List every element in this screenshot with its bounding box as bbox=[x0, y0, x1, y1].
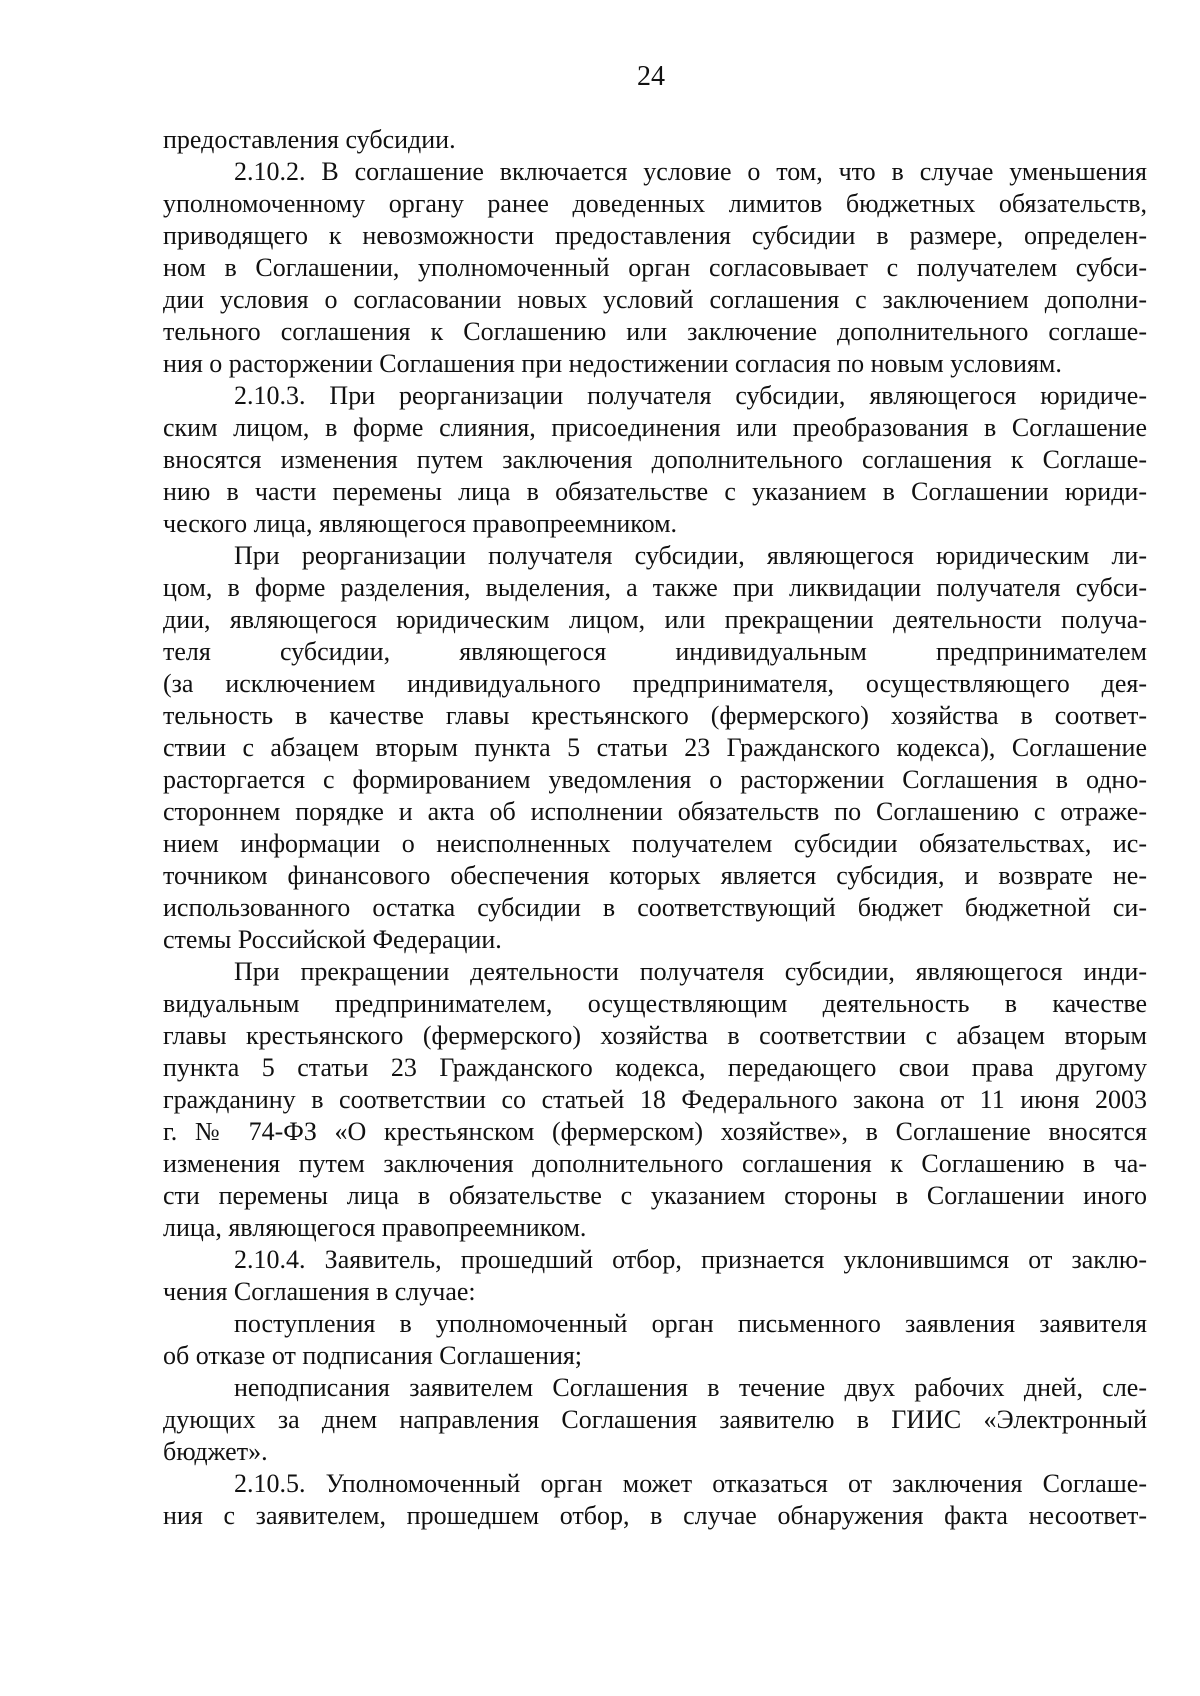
text-line: приводящего к невозможности предоставления субсидии в размере, определен- bbox=[163, 221, 1147, 250]
text-line: неподписания заявителем Соглашения в течение двух рабочих дней, сле- bbox=[234, 1373, 1147, 1402]
document-body bbox=[163, 124, 1147, 1532]
text-line: точником финансового обеспечения которых является субсидия, и возврате не- bbox=[163, 861, 1147, 890]
text-line: сти перемены лица в обязательстве с указанием стороны в Соглашении иного bbox=[163, 1181, 1147, 1210]
text-line: теля субсидии, являющегося индивидуальным предпринимателем bbox=[163, 637, 1147, 666]
text-line: ния о расторжении Соглашения при недостижении согласия по новым условиям. bbox=[163, 349, 1062, 378]
text-line: изменения путем заключения дополнительного соглашения к Соглашению в ча- bbox=[163, 1149, 1147, 1178]
text-line: тельного соглашения к Соглашению или заключение дополнительного соглаше- bbox=[163, 317, 1147, 346]
text-line: вносятся изменения путем заключения дополнительного соглашения к Соглаше- bbox=[163, 445, 1147, 474]
text-line: При реорганизации получателя субсидии, являющегося юридическим ли- bbox=[234, 541, 1147, 570]
text-line: ческого лица, являющегося правопреемником. bbox=[163, 509, 678, 538]
text-line: 2.10.3. При реорганизации получателя субсидии, являющегося юридиче- bbox=[234, 381, 1147, 410]
text-line: ствии с абзацем вторым пункта 5 статьи 23 Гражданского кодекса), Соглашение bbox=[163, 733, 1147, 762]
text-line: об отказе от подписания Соглашения; bbox=[163, 1341, 583, 1370]
text-line: предоставления субсидии. bbox=[163, 125, 456, 154]
text-line: (за исключением индивидуального предпринимателя, осуществляющего дея- bbox=[163, 669, 1147, 698]
text-line: главы крестьянского (фермерского) хозяйства в соответствии с абзацем вторым bbox=[163, 1021, 1147, 1050]
text-line: ния с заявителем, прошедшем отбор, в случае обнаружения факта несоответ- bbox=[163, 1501, 1147, 1530]
text-line: чения Соглашения в случае: bbox=[163, 1277, 476, 1306]
text-line: ном в Соглашении, уполномоченный орган согласовывает с получателем субси- bbox=[163, 253, 1147, 282]
text-line: использованного остатка субсидии в соответствующий бюджет бюджетной си- bbox=[163, 893, 1147, 922]
text-line: цом, в форме разделения, выделения, а также при ликвидации получателя субси- bbox=[163, 573, 1147, 602]
text-line: уполномоченному органу ранее доведенных лимитов бюджетных обязательств, bbox=[163, 189, 1147, 218]
page-number: 24 bbox=[637, 61, 665, 92]
text-line: расторгается с формированием уведомления о расторжении Соглашения в одно- bbox=[163, 765, 1147, 794]
text-line: 2.10.2. В соглашение включается условие о том, что в случае уменьшения bbox=[234, 157, 1147, 186]
text-line: 2.10.5. Уполномоченный орган может отказаться от заключения Соглаше- bbox=[234, 1469, 1147, 1498]
text-line: гражданину в соответствии со статьей 18 Федерального закона от 11 июня 2003 bbox=[163, 1085, 1147, 1114]
text-line: стемы Российской Федерации. bbox=[163, 925, 502, 954]
text-line: нию в части перемены лица в обязательстве с указанием в Соглашении юриди- bbox=[163, 477, 1147, 506]
text-line: тельность в качестве главы крестьянского (фермерского) хозяйства в соответ- bbox=[163, 701, 1147, 730]
text-line: видуальным предпринимателем, осуществляющим деятельность в качестве bbox=[163, 989, 1147, 1018]
text-line: стороннем порядке и акта об исполнении обязательств по Соглашению с отраже- bbox=[163, 797, 1147, 826]
text-line: ским лицом, в форме слияния, присоединения или преобразования в Соглашение bbox=[163, 413, 1147, 442]
text-line: лица, являющегося правопреемником. bbox=[163, 1213, 587, 1242]
text-line: пункта 5 статьи 23 Гражданского кодекса, передающего свои права другому bbox=[163, 1053, 1147, 1082]
text-line: дии, являющегося юридическим лицом, или прекращении деятельности получа- bbox=[163, 605, 1147, 634]
text-line: дии условия о согласовании новых условий соглашения с заключением дополни- bbox=[163, 285, 1147, 314]
text-line: 2.10.4. Заявитель, прошедший отбор, признается уклонившимся от заклю- bbox=[234, 1245, 1147, 1274]
text-line: бюджет». bbox=[163, 1437, 268, 1466]
text-line: поступления в уполномоченный орган письменного заявления заявителя bbox=[234, 1309, 1147, 1338]
text-line: При прекращении деятельности получателя субсидии, являющегося инди- bbox=[234, 957, 1147, 986]
text-line: г. № 74-ФЗ «О крестьянском (фермерском) хозяйстве», в Соглашение вносятся bbox=[163, 1117, 1147, 1146]
text-line: дующих за днем направления Соглашения заявителю в ГИИС «Электронный bbox=[163, 1405, 1147, 1434]
text-line: нием информации о неисполненных получателем субсидии обязательствах, ис- bbox=[163, 829, 1147, 858]
